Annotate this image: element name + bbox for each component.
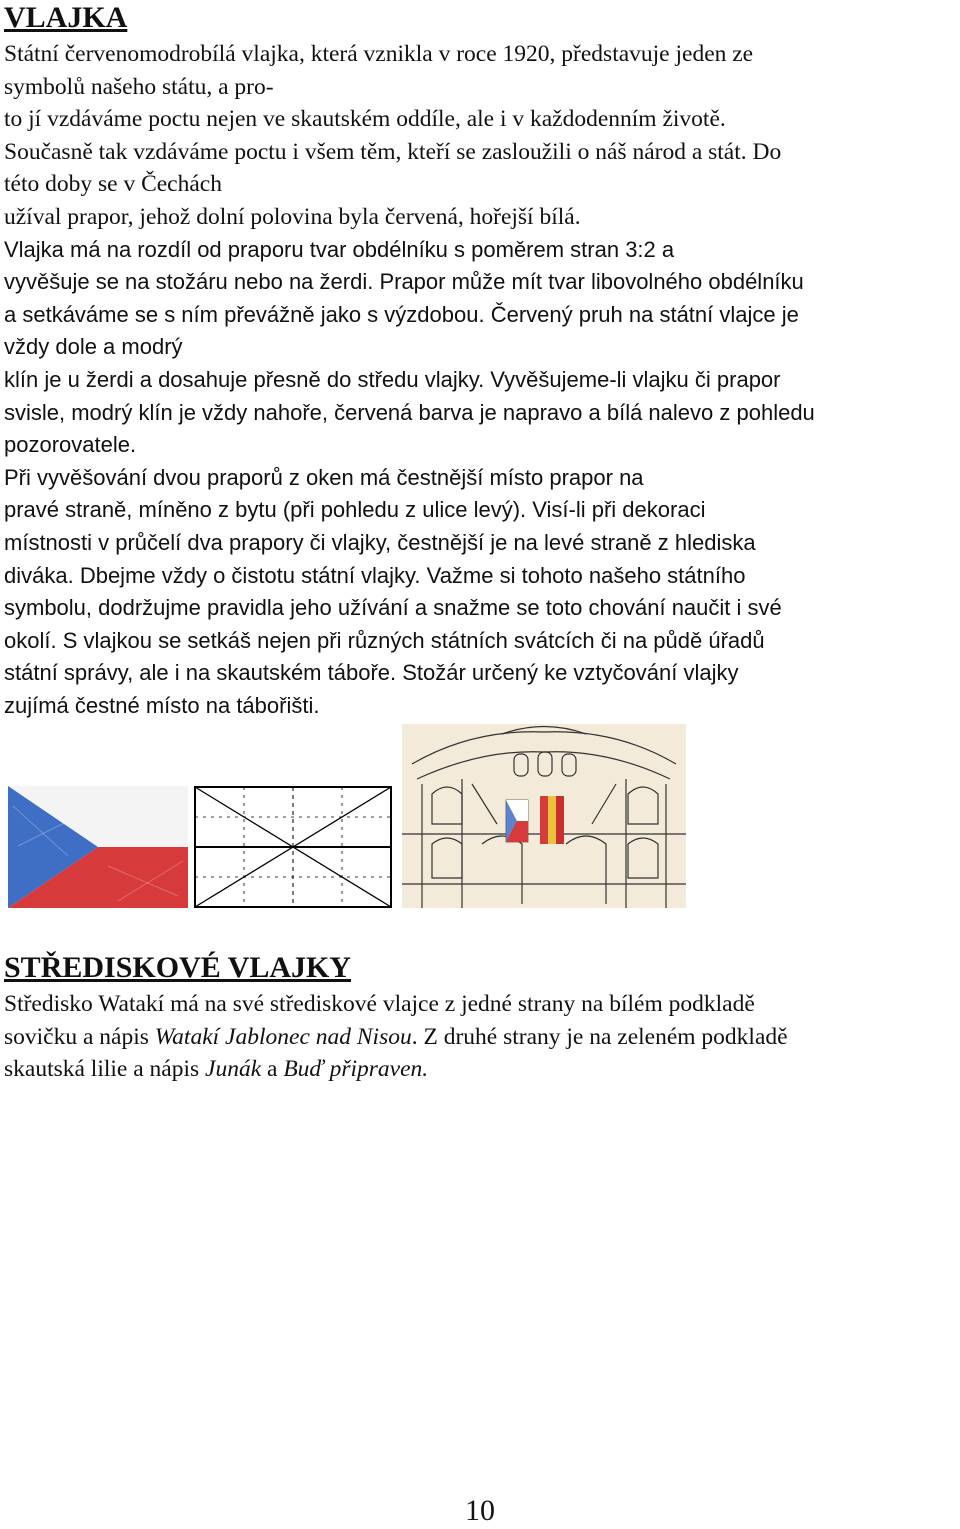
body-line-part: . Z druhé strany je na zeleném podkladě xyxy=(411,1023,788,1050)
body-line-italic: Junák xyxy=(205,1056,262,1082)
strediskove-body xyxy=(4,988,788,1086)
body-line: Státní červenomodrobílá vlajka, která vznikla v roce 1920, představuje jeden ze xyxy=(4,41,754,67)
body-line: vždy dole a modrý xyxy=(4,334,183,360)
body-line: místnosti v průčelí dva prapory či vlajky, čestnější je na levé straně z hlediska xyxy=(4,529,756,555)
body-line xyxy=(4,266,815,299)
flag-diagram-image xyxy=(194,786,392,908)
building-flags-image xyxy=(402,724,686,908)
body-line: Středisko Watakí má na své střediskové vlajce z jedné strany na bílém podkladě xyxy=(4,991,755,1017)
body-line-part: Červený pruh na státní vlajce je xyxy=(484,301,799,327)
vlajka-body xyxy=(4,38,815,722)
body-line-part: skautská lilie a nápis xyxy=(4,1056,206,1082)
body-line: této doby se v Čechách xyxy=(4,171,222,198)
body-line-italic: Watakí Jablonec nad Nisou xyxy=(154,1023,412,1050)
body-line: klín je u žerdi a dosahuje přesně do středu vlajky. Vyvěšujeme-li vlajku či prapor xyxy=(4,366,781,392)
body-line: to jí vzdáváme poctu nejen ve skautském oddíle, ale i v každodenním životě. xyxy=(4,106,726,133)
body-line: svisle, modrý klín je vždy nahoře, červená barva je napravo a bílá nalevo z pohledu xyxy=(4,399,815,425)
body-line: okolí. S vlajkou se setkáš nejen při různých státních svátcích či na půdě úřadů xyxy=(4,627,765,653)
body-line xyxy=(4,299,815,332)
body-line xyxy=(4,1053,788,1086)
body-line: užíval prapor, jehož dolní polovina byla červená, hořejší bílá. xyxy=(4,203,581,230)
body-line: Současně tak vzdáváme poctu i všem těm, kteří se zasloužili o náš národ a stát. Do xyxy=(4,138,782,165)
body-line: pravé straně, míněno z bytu (při pohledu z ulice levý). Visí-li při dekoraci xyxy=(4,497,706,523)
body-line-part: a setkáváme se s ním převážně jako s výzdobou. xyxy=(4,301,485,327)
body-line: symbolu, dodržujme pravidla jeho užívání a snažme se toto chování naučit i své xyxy=(4,595,782,621)
czech-flag-image xyxy=(8,786,188,908)
body-line: pozorovatele. xyxy=(4,432,137,458)
body-line: symbolů našeho státu, a pro- xyxy=(4,73,274,100)
body-line-part: sovičku a nápis xyxy=(4,1023,155,1050)
body-line: Vlajka má na rozdíl od praporu tvar obdélníku s poměrem stran 3:2 a xyxy=(4,236,675,262)
body-line: zujímá čestné místo na tábořišti. xyxy=(4,692,320,718)
body-line-part: a xyxy=(261,1056,284,1082)
body-line-part: Prapor může mít tvar libovolného obdélníku xyxy=(373,269,804,295)
body-line: diváka. Dbejme vždy o čistotu státní vlajky. Važme si tohoto našeho státního xyxy=(4,562,746,588)
body-line-italic: Buď připraven. xyxy=(283,1056,429,1082)
section-title-strediskove: STŘEDISKOVÉ VLAJKY xyxy=(4,951,352,984)
body-line: Při vyvěšování dvou praporů z oken má čestnější místo prapor na xyxy=(4,464,644,490)
page-number: 10 xyxy=(465,1494,495,1527)
section-title-vlajka: VLAJKA xyxy=(4,1,128,34)
body-line xyxy=(4,1021,788,1054)
body-line: státní správy, ale i na skautském táboře. Stožár určený ke vztyčování vlajky xyxy=(4,660,739,686)
body-line-part: vyvěšuje se na stožáru nebo na žerdi. xyxy=(4,269,374,295)
